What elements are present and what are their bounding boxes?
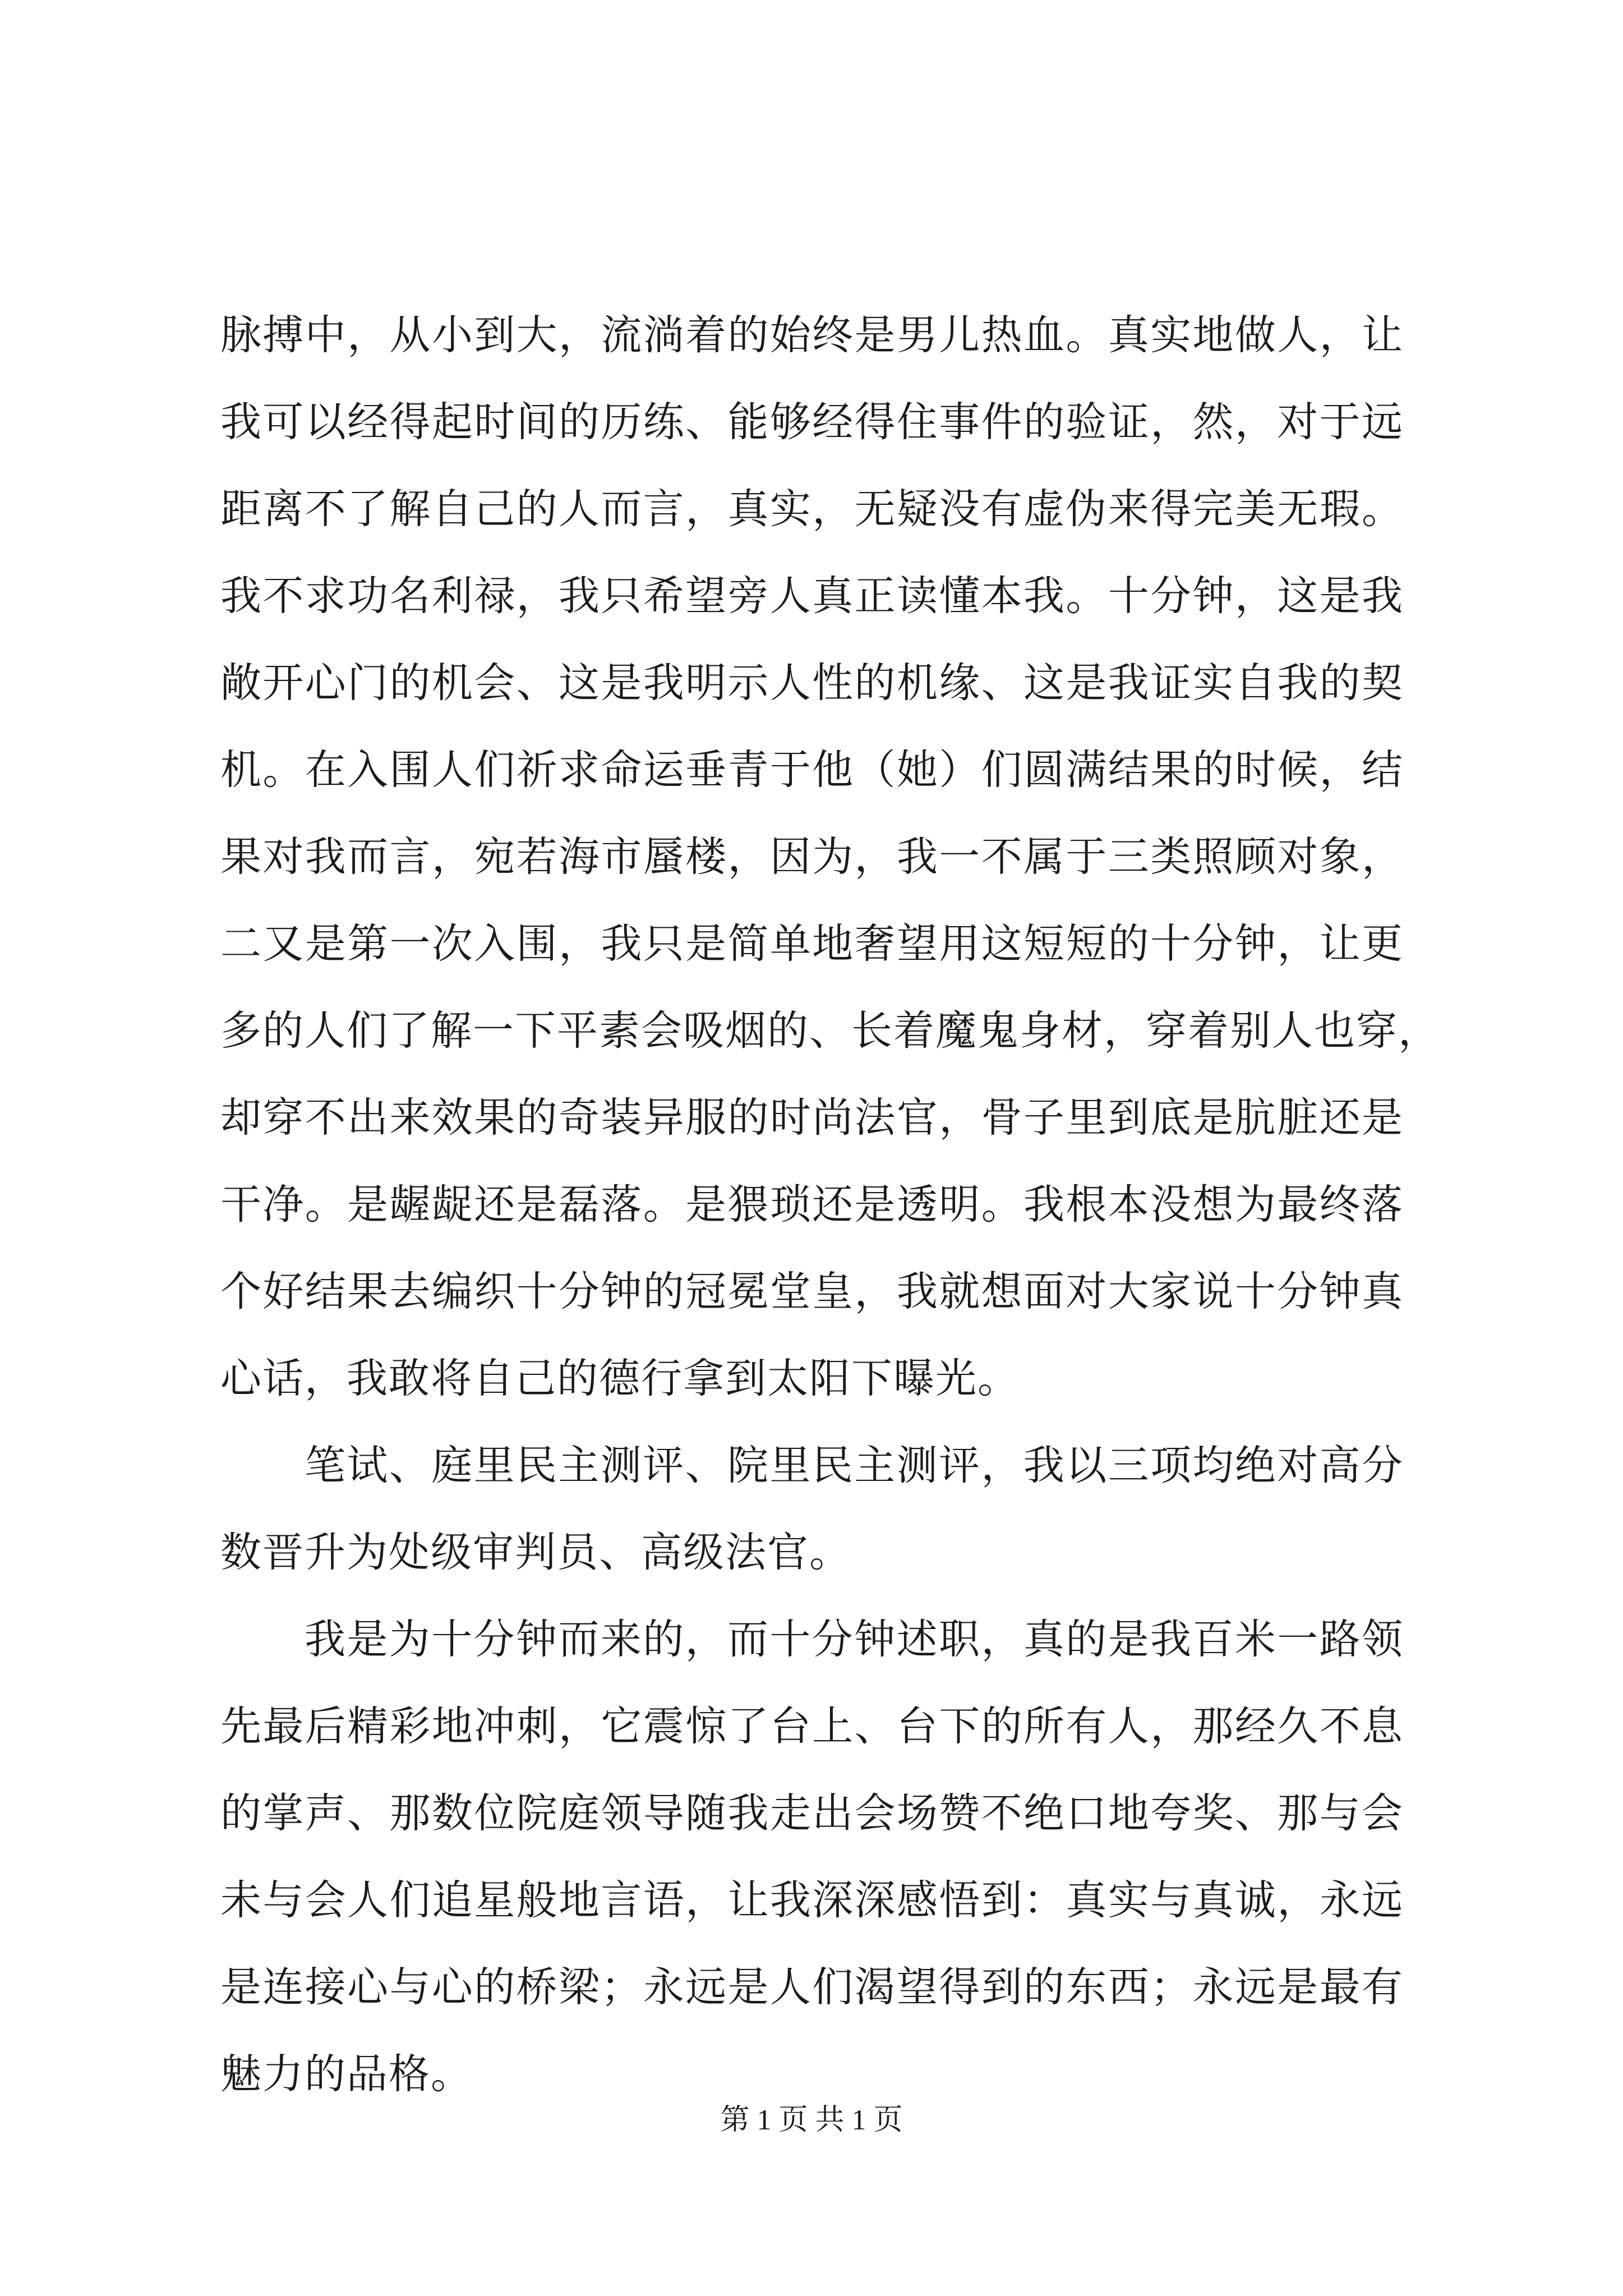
text-line: 机。在入围人们祈求命运垂青于他（她）们圆满结果的时候，结 <box>220 746 1404 794</box>
text-line: 个好结果去编织十分钟的冠冕堂皇，我就想面对大家说十分钟真 <box>220 1268 1404 1315</box>
text-line: 我不求功名利禄，我只希望旁人真正读懂本我。十分钟，这是我 <box>220 572 1404 620</box>
text-line: 未与会人们追星般地言语，让我深深感悟到：真实与真诚，永远 <box>220 1876 1404 1924</box>
text-line: 的掌声、那数位院庭领导随我走出会场赞不绝口地夸奖、那与会 <box>220 1789 1404 1837</box>
text-line: 魅力的品格。 <box>220 2050 473 2098</box>
text-line: 干净。是龌龊还是磊落。是猥琐还是透明。我根本没想为最终落 <box>220 1181 1404 1228</box>
text-line: 先最后精彩地冲刺，它震惊了台上、台下的所有人，那经久不息 <box>220 1703 1404 1750</box>
page-number-footer: 第 1 页 共 1 页 <box>720 2104 903 2136</box>
text-line: 我可以经得起时间的历练、能够经得住事件的验证，然，对于远 <box>220 398 1404 446</box>
text-line: 果对我而言，宛若海市蜃楼，因为，我一不属于三类照顾对象， <box>220 833 1404 881</box>
text-line: 脉搏中，从小到大，流淌着的始终是男儿热血。真实地做人，让 <box>220 311 1404 359</box>
text-line: 数晋升为处级审判员、高级法官。 <box>220 1529 851 1576</box>
text-line: 二又是第一次入围，我只是简单地奢望用这短短的十分钟，让更 <box>220 920 1404 968</box>
text-line: 是连接心与心的桥梁；永远是人们渴望得到的东西；永远是最有 <box>220 1963 1404 2011</box>
paragraph-first-line: 我是为十分钟而来的，而十分钟述职，真的是我百米一路领 <box>305 1616 1404 1663</box>
text-line: 敞开心门的机会、这是我明示人性的机缘、这是我证实自我的契 <box>220 659 1404 707</box>
text-line: 距离不了解自己的人而言，真实，无疑没有虚伪来得完美无瑕。 <box>220 485 1404 533</box>
text-line: 却穿不出来效果的奇装异服的时尚法官，骨子里到底是肮脏还是 <box>220 1094 1404 1142</box>
paragraph-first-line: 笔试、庭里民主测评、院里民主测评，我以三项均绝对高分 <box>305 1442 1404 1489</box>
text-line: 多的人们了解一下平素会吸烟的、长着魔鬼身材，穿着别人也穿， <box>220 1007 1440 1055</box>
document-body <box>220 292 1440 2118</box>
text-line: 心话，我敢将自己的德行拿到太阳下曝光。 <box>220 1355 1020 1402</box>
